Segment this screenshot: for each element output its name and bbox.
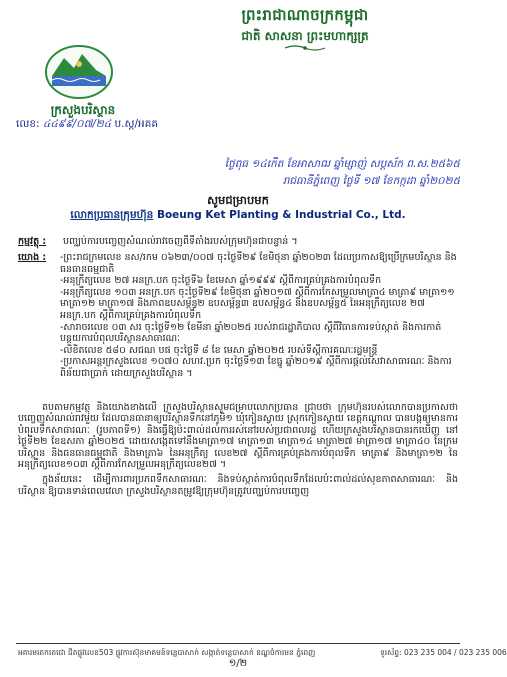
references-label: យោង :: [18, 252, 47, 263]
body-paragraph-2: ក្នុងន័យនេះ ដើម្បីការពារប្រភពទឹកសាធារណៈ និងទប់ស្កាត់ការបំពុលទឹកដែលប៉ះពាល់ដល់សុខភាពសាធារណៈ និងបរិស្ថាន ឱ្យបានទាន់ពេលវេលា ក្រសួងបរិស្ថានតម្រូវឱ្យក្រុមហ៊ុនត្រូវបញ្ឈប់ការបញ្ចេញ: [18, 474, 458, 497]
recipient-company: Boeung Ket Planting & Industrial Co., Ltd.: [156, 209, 406, 221]
reference-item: -អនុក្រឹត្យលេខ ២៧ អនក្រ.បក ចុះថ្ងៃទី៦ ខែមេសា ឆ្នាំ១៩៩៩ ស្តីពីការគ្រប់គ្រងការបំពុលទឹក: [60, 275, 382, 287]
reference-item: -អនុក្រឹត្យលេខ ១០៣ អនក្រ.បក ចុះថ្ងៃទី២៩ ខែមិថុនា ឆ្នាំ២០១៧ ស្តីពីការកែសម្រួលមាត្រា៤ មាត្រា៩ មាត្រា១១ មាត្រា១២ មាត្រា១៧ និងភាពឧបសម្ព័ន្ធ២ ឧបសម្ព័ន្ធ៣ ឧបសម្ព័ន្ធ៤ និងឧបសម្ព័ន្ធ៥ នៃអនុក្រឹត្យលេខ ២៧ អនក្រ.បក ស្តីពីការគ្រប់គ្រងការបំពុលទឹក: [60, 286, 455, 321]
reference-handwritten-suffix: /០៧/២៤: [72, 118, 112, 130]
references-block: [18, 252, 458, 380]
page-number: ១/២: [228, 658, 248, 669]
reference-item: -សារាចរលេខ ០៣ សរ ចុះថ្ងៃទី១២ ខែមីនា ឆ្នាំ២០២៥ របស់រាជរដ្ឋាភិបាល ស្តីពីវិធានការទប់ស្កាត់ និងការកាត់បន្ថយការបំពុលបរិស្ថានសាធារណៈ: [60, 321, 442, 345]
references-list: [60, 252, 458, 380]
recipient-line: [0, 209, 476, 224]
footer-divider: [16, 643, 460, 644]
reference-label: លេខ:: [16, 118, 40, 130]
subject-line: [18, 236, 458, 248]
lunar-date: ថ្ងៃពុធ ១៤កើត ខែអាសាឍ ឆ្នាំម្សាញ់ សប្តស័ក ព.ស.២៥៦៥: [224, 158, 460, 170]
reference-handwritten-number: ៤៤៩៩: [42, 118, 73, 130]
reference-item: -លិខិតលេខ ៥៨០ សជណ បផ ចុះថ្ងៃទី ៨ ខែ មេសា ឆ្នាំ២០២៥ របស់ទីស្តីការគណៈរដ្ឋមន្ត្រី: [60, 344, 378, 356]
reference-item: -ប្រកាសអន្តរក្រសួងលេខ ១០៧០ សហវ.ប្រក ចុះថ្ងៃទី១៣ ខែធ្នូ ឆ្នាំ២០១៩ ស្តីពីការផ្តល់សេវាសាធារណៈ និងការពិន័យជាប្រាក់ ដោយក្រសួងបរិស្ថាន ។: [60, 356, 452, 379]
reference-row: [18, 252, 458, 380]
ministry-name: ក្រសួងបរិស្ថាន: [50, 103, 116, 117]
footer-phone: ទូរស័ព្ទ: 023 235 004 / 023 235 006: [380, 648, 507, 657]
salutation: សូមជម្រាបមក: [207, 193, 269, 207]
body-paragraph-1: តបតាមកម្មវត្ថុ និងយោងខាងលើ ក្រសួងបរិស្ថានសូមជម្រាបលោកប្រធាន ជ្រាបថា ក្រុមហ៊ុនរបស់លោកបានប្រកាសថាបញ្ចេញសំណល់រាវមួយ ដែលបានធានាឲ្យបរិស្ថានទឹកនៅភូមិ១ ឃុំកៀនស្វាយ ស្រុកកៀនស្វាយ ខេត្តកណ្តាល បានបង្កឲ្យមានការបំពុលទឹកសាធារណៈ (រូបភាពទី១) និងធ្វើឱ្យប៉ះពាល់ដល់ការរស់នៅរបស់ប្រជាពលរដ្ឋ ហើយក្រសួងបរិស្ថានបានរកឃើញ នៅថ្ងៃទី២២ ខែឧសភា ឆ្នាំ២០២៥ ដោយសង្កេតទៅនឹងមាត្រា១៧ មាត្រា១៣ មាត្រា១៤ មាត្រា២៧ មាត្រា១៧ មាត្រា៤០ នៃក្រមបរិស្ថាន និងធនធានធម្មជាតិ និងមាត្រា៦ នៃអនុក្រឹត្យ លេខ២៧ ស្តីពីការគ្រប់គ្រងការបំពុលទឹក មាត្រា៩ និងមាត្រា១២ នៃអនុក្រឹត្យលេខ១០៣ ស្តីពីការកែសម្រួលអនុក្រឹត្យលេខ២៧ ។: [18, 402, 458, 471]
kingdom-title: ព្រះរាជាណាចក្រកម្ពុជា: [241, 6, 369, 24]
solar-date: រាជធានីភ្នំពេញ ថ្ងៃទី ១៧ ខែកក្កដា ឆ្នាំ២០២៥: [282, 175, 460, 187]
reference-number: [16, 118, 158, 133]
ministry-logo-icon: [44, 44, 114, 100]
ornament-divider-icon: [285, 44, 325, 52]
reference-item: -ព្រះរាជក្រមលេខ នស/រកម ០៦២៣/០០៧ ចុះថ្ងៃទី២៩ ខែមិថុនា ឆ្នាំ២០២៣ ដែលប្រកាសឱ្យប្រើក្រមបរិស្ថាន និងធនធានធម្មជាតិ: [60, 252, 457, 275]
subject-label: កម្មវត្ថុ :: [18, 236, 47, 247]
recipient-khmer: លោកប្រធានក្រុមហ៊ុន: [70, 209, 154, 221]
subject-text: បញ្ឈប់ការបញ្ចេញសំណល់រាវចេញពីទីតាំងរបស់ក្រុមហ៊ុនជាបន្ទាន់ ។: [63, 236, 298, 247]
letter-body: [18, 402, 458, 497]
national-motto: ជាតិ សាសនា ព្រះមហាក្សត្រ: [241, 29, 369, 43]
footer-address: អគារមរតកតេជោ ជិតផ្លូវលេខ503 ផ្លូវការស៊ុនមាគមន៍ទន្លេបាសាក់ សង្កាត់ទន្លេបាសាក់ ខណ្ឌចំការមន ភ្នំពេញ: [18, 648, 316, 657]
reference-department: ប.ស្ត/អគគ: [114, 118, 159, 130]
